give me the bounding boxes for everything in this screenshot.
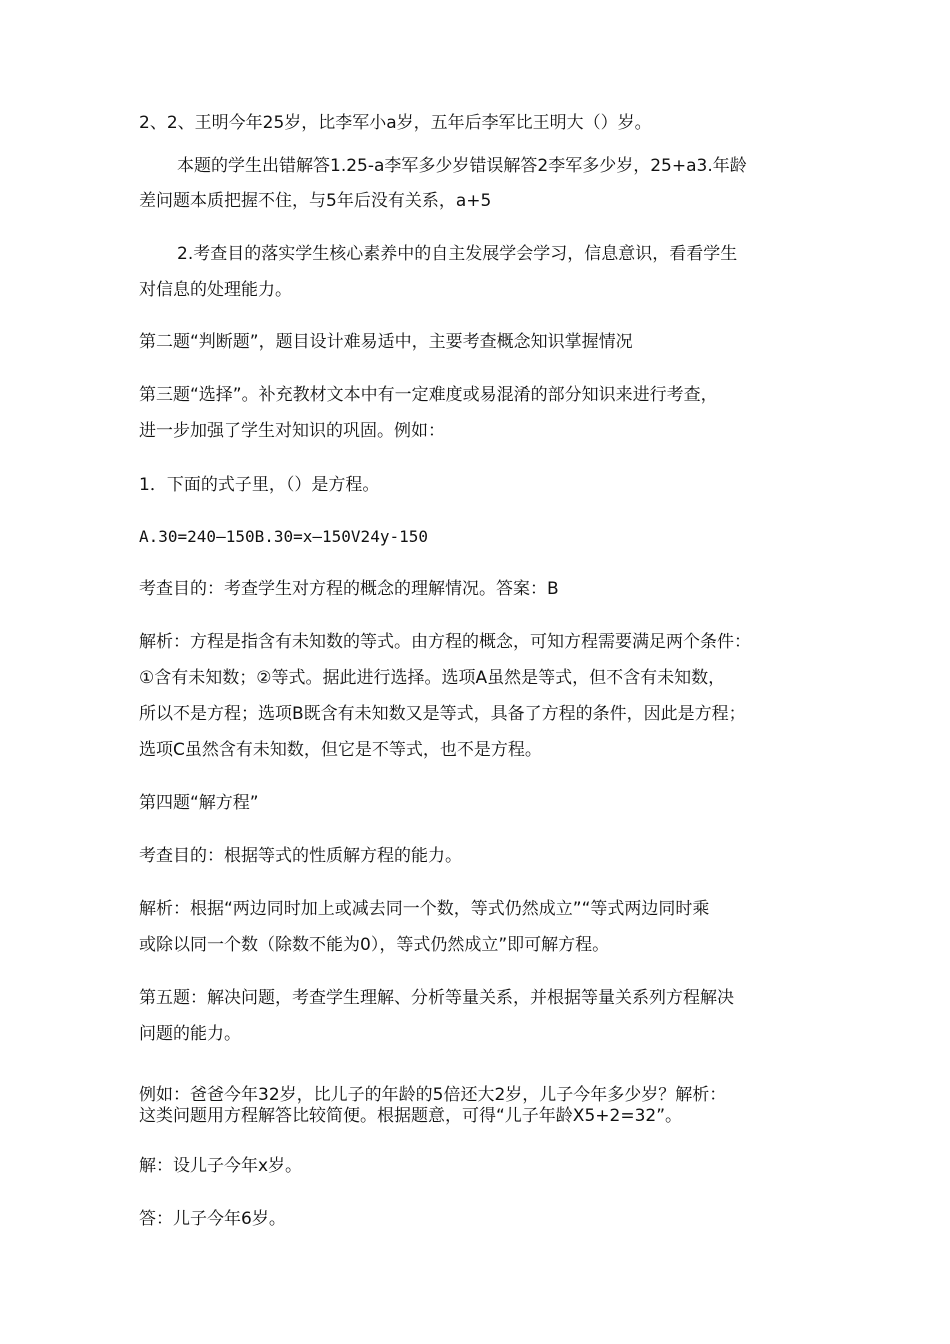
paragraph-question-2: 2、2、王明今年25岁，比李军小a岁，五年后李军比王明大（）岁。 xyxy=(139,113,652,133)
paragraph-error-analysis-line-2: 差问题本质把握不住，与5年后没有关系，a+5 xyxy=(139,191,492,211)
paragraph-analysis-line-2: ①含有未知数；②等式。据此进行选择。选项A虽然是等式，但不含有未知数， xyxy=(139,668,726,688)
paragraph-section-4-analysis-line-2: 或除以同一个数（除数不能为0），等式仍然成立”即可解方程。 xyxy=(139,935,610,955)
paragraph-example-question: 1．下面的式子里，（）是方程。 xyxy=(139,475,380,495)
paragraph-example-line-1: 例如：爸爸今年32岁，比儿子的年龄的5倍还大2岁，儿子今年多少岁？解析： xyxy=(139,1085,727,1105)
paragraph-section-4-purpose: 考查目的：根据等式的性质解方程的能力。 xyxy=(139,846,462,866)
paragraph-answer: 考查目的：考查学生对方程的概念的理解情况。答案：B xyxy=(139,579,559,599)
paragraph-section-4: 第四题“解方程” xyxy=(139,793,259,813)
paragraph-section-5-line-2: 问题的能力。 xyxy=(139,1024,241,1044)
paragraph-final-answer: 答：儿子今年6岁。 xyxy=(139,1209,286,1229)
paragraph-example-line-2: 这类问题用方程解答比较简便。根据题意，可得“儿子年龄X5+2=32”。 xyxy=(139,1106,683,1126)
paragraph-section-4-analysis-line-1: 解析：根据“两边同时加上或减去同一个数，等式仍然成立”“等式两边同时乘 xyxy=(139,899,710,919)
paragraph-error-analysis-line-1: 本题的学生出错解答1.25-a李军多少岁错误解答2李军多少岁，25+a3.年龄 xyxy=(177,156,747,176)
paragraph-section-3-line-2: 进一步加强了学生对知识的巩固。例如： xyxy=(139,421,445,441)
paragraph-section-5-line-1: 第五题：解决问题，考查学生理解、分析等量关系，并根据等量关系列方程解决 xyxy=(139,988,734,1008)
paragraph-purpose-line-1: 2.考查目的落实学生核心素养中的自主发展学会学习，信息意识，看看学生 xyxy=(177,244,738,264)
paragraph-analysis-line-3: 所以不是方程；选项B既含有未知数又是等式，具备了方程的条件，因此是方程； xyxy=(139,704,746,724)
paragraph-analysis-line-1: 解析：方程是指含有未知数的等式。由方程的概念，可知方程需要满足两个条件： xyxy=(139,632,751,652)
paragraph-section-2: 第二题“判断题”，题目设计难易适中，主要考查概念知识掌握情况 xyxy=(139,332,633,352)
paragraph-solution: 解：设儿子今年x岁。 xyxy=(139,1156,303,1176)
paragraph-section-3-line-1: 第三题“选择”。补充教材文本中有一定难度或易混淆的部分知识来进行考查， xyxy=(139,385,718,405)
paragraph-options: A.30=240—150B.30=x—150V24y-150 xyxy=(139,527,428,546)
paragraph-analysis-line-4: 选项C虽然含有未知数，但它是不等式，也不是方程。 xyxy=(139,740,542,760)
paragraph-purpose-line-2: 对信息的处理能力。 xyxy=(139,280,292,300)
